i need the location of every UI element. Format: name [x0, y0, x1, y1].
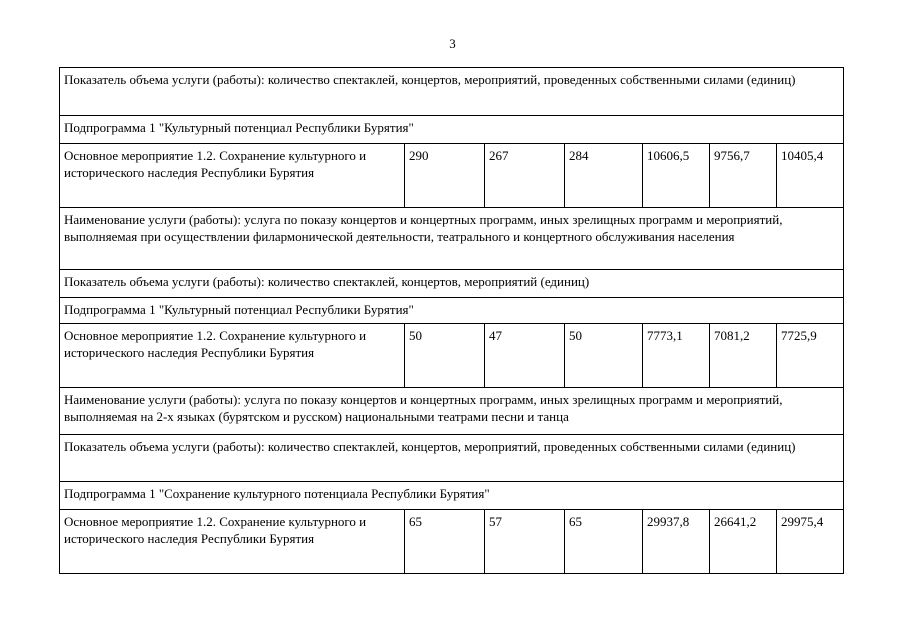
activity-name: Основное мероприятие 1.2. Сохранение культурного и исторического наследия Республики Бурятия [60, 510, 405, 574]
value-cell: 267 [485, 144, 565, 208]
section-text: Наименование услуги (работы): услуга по показу концертов и концертных программ, иных зрелищных программ и мероприятий, выполняемая на 2-х языках (бурятском и русском) национальными театрами песни и танца [60, 388, 844, 435]
section-row [60, 270, 844, 298]
activity-name: Основное мероприятие 1.2. Сохранение культурного и исторического наследия Республики Бурятия [60, 324, 405, 388]
section-text: Показатель объема услуги (работы): количество спектаклей, концертов, мероприятий, проведенных собственными силами (единиц) [60, 68, 844, 116]
value-cell: 290 [405, 144, 485, 208]
section-text: Подпрограмма 1 "Сохранение культурного потенциала Республики Бурятия" [60, 482, 844, 510]
section-text: Подпрограмма 1 "Культурный потенциал Республики Бурятия" [60, 116, 844, 144]
value-cell: 47 [485, 324, 565, 388]
value-cell: 10405,4 [777, 144, 844, 208]
section-row [60, 388, 844, 435]
section-text: Подпрограмма 1 "Культурный потенциал Республики Бурятия" [60, 298, 844, 324]
value-cell: 284 [565, 144, 643, 208]
value-cell: 9756,7 [710, 144, 777, 208]
value-cell: 65 [565, 510, 643, 574]
value-cell: 7725,9 [777, 324, 844, 388]
document-table [59, 67, 844, 574]
value-cell: 65 [405, 510, 485, 574]
value-cell: 7773,1 [643, 324, 710, 388]
section-row [60, 482, 844, 510]
section-row [60, 435, 844, 482]
value-cell: 29975,4 [777, 510, 844, 574]
value-cell: 7081,2 [710, 324, 777, 388]
section-row [60, 68, 844, 116]
value-cell: 29937,8 [643, 510, 710, 574]
page-number: 3 [449, 36, 456, 51]
data-row [60, 510, 844, 574]
value-cell: 50 [405, 324, 485, 388]
section-row [60, 116, 844, 144]
value-cell: 57 [485, 510, 565, 574]
section-row [60, 298, 844, 324]
section-text: Показатель объема услуги (работы): количество спектаклей, концертов, мероприятий (единиц) [60, 270, 844, 298]
data-row [60, 324, 844, 388]
section-text: Наименование услуги (работы): услуга по показу концертов и концертных программ, иных зрелищных программ и мероприятий, выполняемая при осуществлении филармонической деятельности, театрального и концертного обслуживания населения [60, 208, 844, 270]
value-cell: 26641,2 [710, 510, 777, 574]
section-text: Показатель объема услуги (работы): количество спектаклей, концертов, мероприятий, проведенных собственными силами (единиц) [60, 435, 844, 482]
activity-name: Основное мероприятие 1.2. Сохранение культурного и исторического наследия Республики Бурятия [60, 144, 405, 208]
value-cell: 10606,5 [643, 144, 710, 208]
data-row [60, 144, 844, 208]
section-row [60, 208, 844, 270]
value-cell: 50 [565, 324, 643, 388]
